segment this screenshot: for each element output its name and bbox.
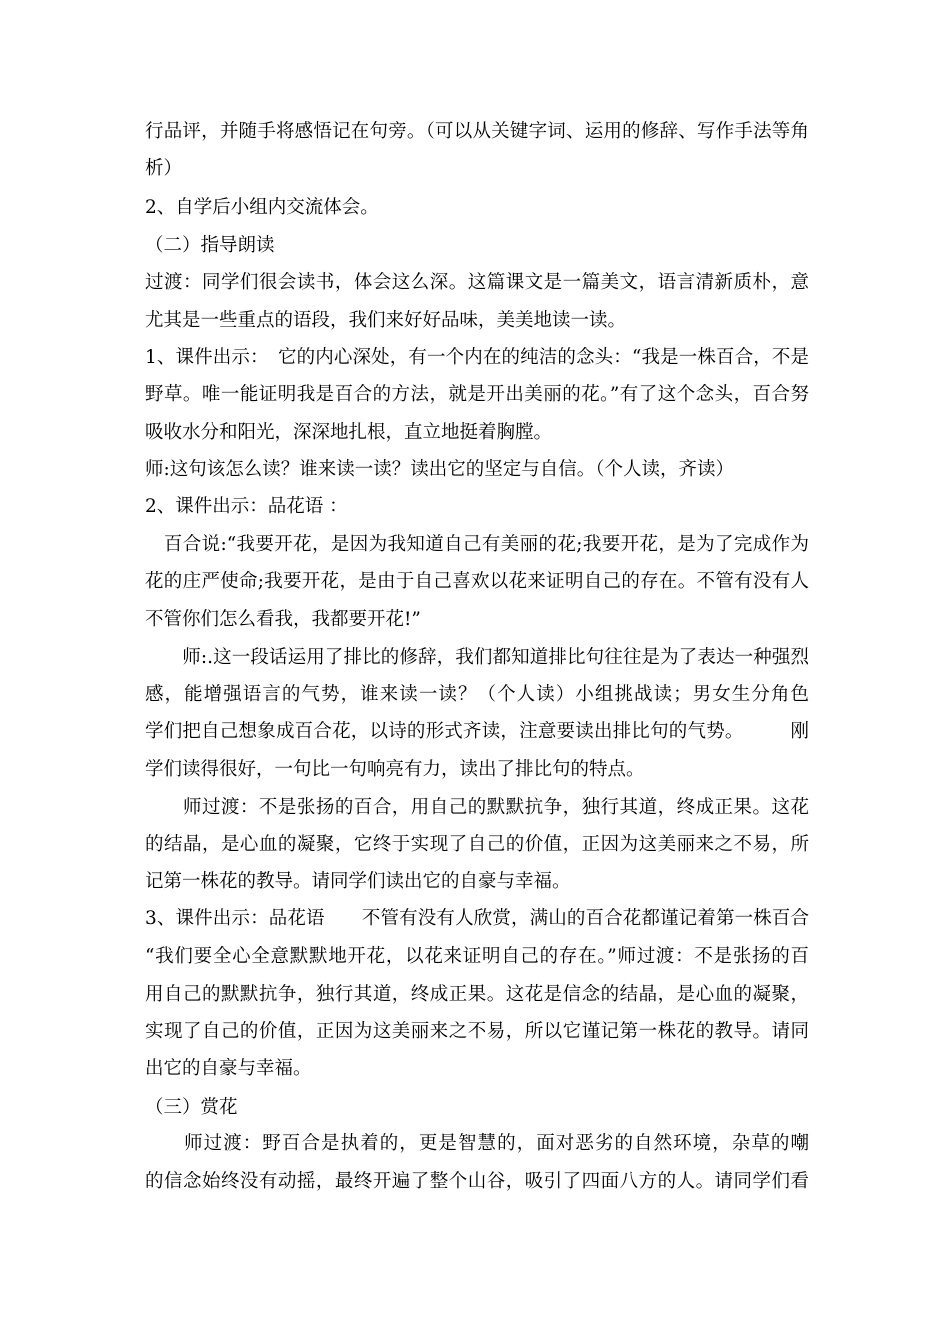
text-line: 学们读得很好，一句比一句响亮有力，读出了排比句的特点。 bbox=[145, 759, 645, 780]
text-line: “我们要全心全意默默地开花，以花来证明自己的存在。”师过渡：不是张扬的百 bbox=[145, 946, 809, 967]
section-heading: （三）赏花 bbox=[145, 1097, 238, 1118]
text-line: 师过渡：野百合是执着的，更是智慧的，面对恶劣的自然环境，杂草的嘲 bbox=[184, 1133, 809, 1154]
text-line: 实现了自己的价值，正因为这美丽来之不易，所以它谨记第一株花的教导。请同 bbox=[145, 1021, 809, 1042]
text-line: 析） bbox=[145, 158, 183, 179]
text-line: 尤其是一些重点的语段，我们来好好品味，美美地读一读。 bbox=[145, 310, 627, 331]
text-line: 师:.这一段话运用了排比的修辞，我们都知道排比句往往是为了表达一种强烈 bbox=[182, 647, 809, 668]
text-line: 不管你们怎么看我，我都要开花!” bbox=[145, 609, 421, 630]
text-line: 用自己的默默抗争，独行其道，终成正果。这花是信念的结晶，是心血的凝聚， bbox=[145, 984, 809, 1005]
text-line: 感，能增强语言的气势，谁来读一读？（个人读）小组挑战读；男女生分角色 bbox=[145, 684, 809, 705]
section-heading: （二）指导朗读 bbox=[145, 235, 275, 256]
text-line: 师过渡：不是张扬的百合，用自己的默默抗争，独行其道，终成正果。这花 bbox=[182, 797, 809, 818]
text-line: 师:这句该怎么读？谁来读一读？读出它的坚定与自信。（个人读，齐读） bbox=[145, 459, 734, 480]
text-line: 花的庄严使命;我要开花，是由于自己喜欢以花来证明自己的存在。不管有没有人 bbox=[145, 571, 809, 592]
text-line: 的信念始终没有动摇，最终开遍了整个山谷，吸引了四面八方的人。请同学们看 bbox=[145, 1171, 809, 1192]
text-line: 出它的自豪与幸福。 bbox=[145, 1058, 312, 1079]
text-line: 3、课件出示：品花语 不管有没有人欣赏，满山的百合花都谨记着第一株百合 bbox=[145, 908, 809, 929]
text-line: 野草。唯一能证明我是百合的方法，就是开出美丽的花。”有了这个念头，百合努 bbox=[145, 384, 809, 405]
text-line: 行品评，并随手将感悟记在句旁。（可以从关键字词、运用的修辞、写作手法等角 bbox=[145, 121, 809, 142]
text-line: 吸收水分和阳光，深深地扎根，直立地挺着胸膛。 bbox=[145, 422, 553, 443]
text-line: 2、课件出示：品花语 ： bbox=[145, 496, 348, 517]
text-line: 记第一株花的教导。请同学们读出它的自豪与幸福。 bbox=[145, 871, 571, 892]
text-line: 2、自学后小组内交流体会。 bbox=[145, 197, 379, 218]
text-line: 的结晶，是心血的凝聚，它终于实现了自己的价值，正因为这美丽来之不易，所 bbox=[145, 834, 809, 855]
text-line: 过渡：同学们很会读书，体会这么深。这篇课文是一篇美文，语言清新质朴，意 bbox=[145, 272, 809, 293]
text-line: 百合说:“我要开花，是因为我知道自己有美丽的花;我要开花，是为了完成作为 bbox=[163, 534, 809, 555]
text-line: 学们把自己想象成百合花，以诗的形式齐读，注意要读出排比句的气势。 刚 bbox=[145, 721, 809, 742]
text-line: 1、课件出示： 它的内心深处，有一个内在的纯洁的念头：“我是一株百合，不是 bbox=[145, 347, 809, 368]
